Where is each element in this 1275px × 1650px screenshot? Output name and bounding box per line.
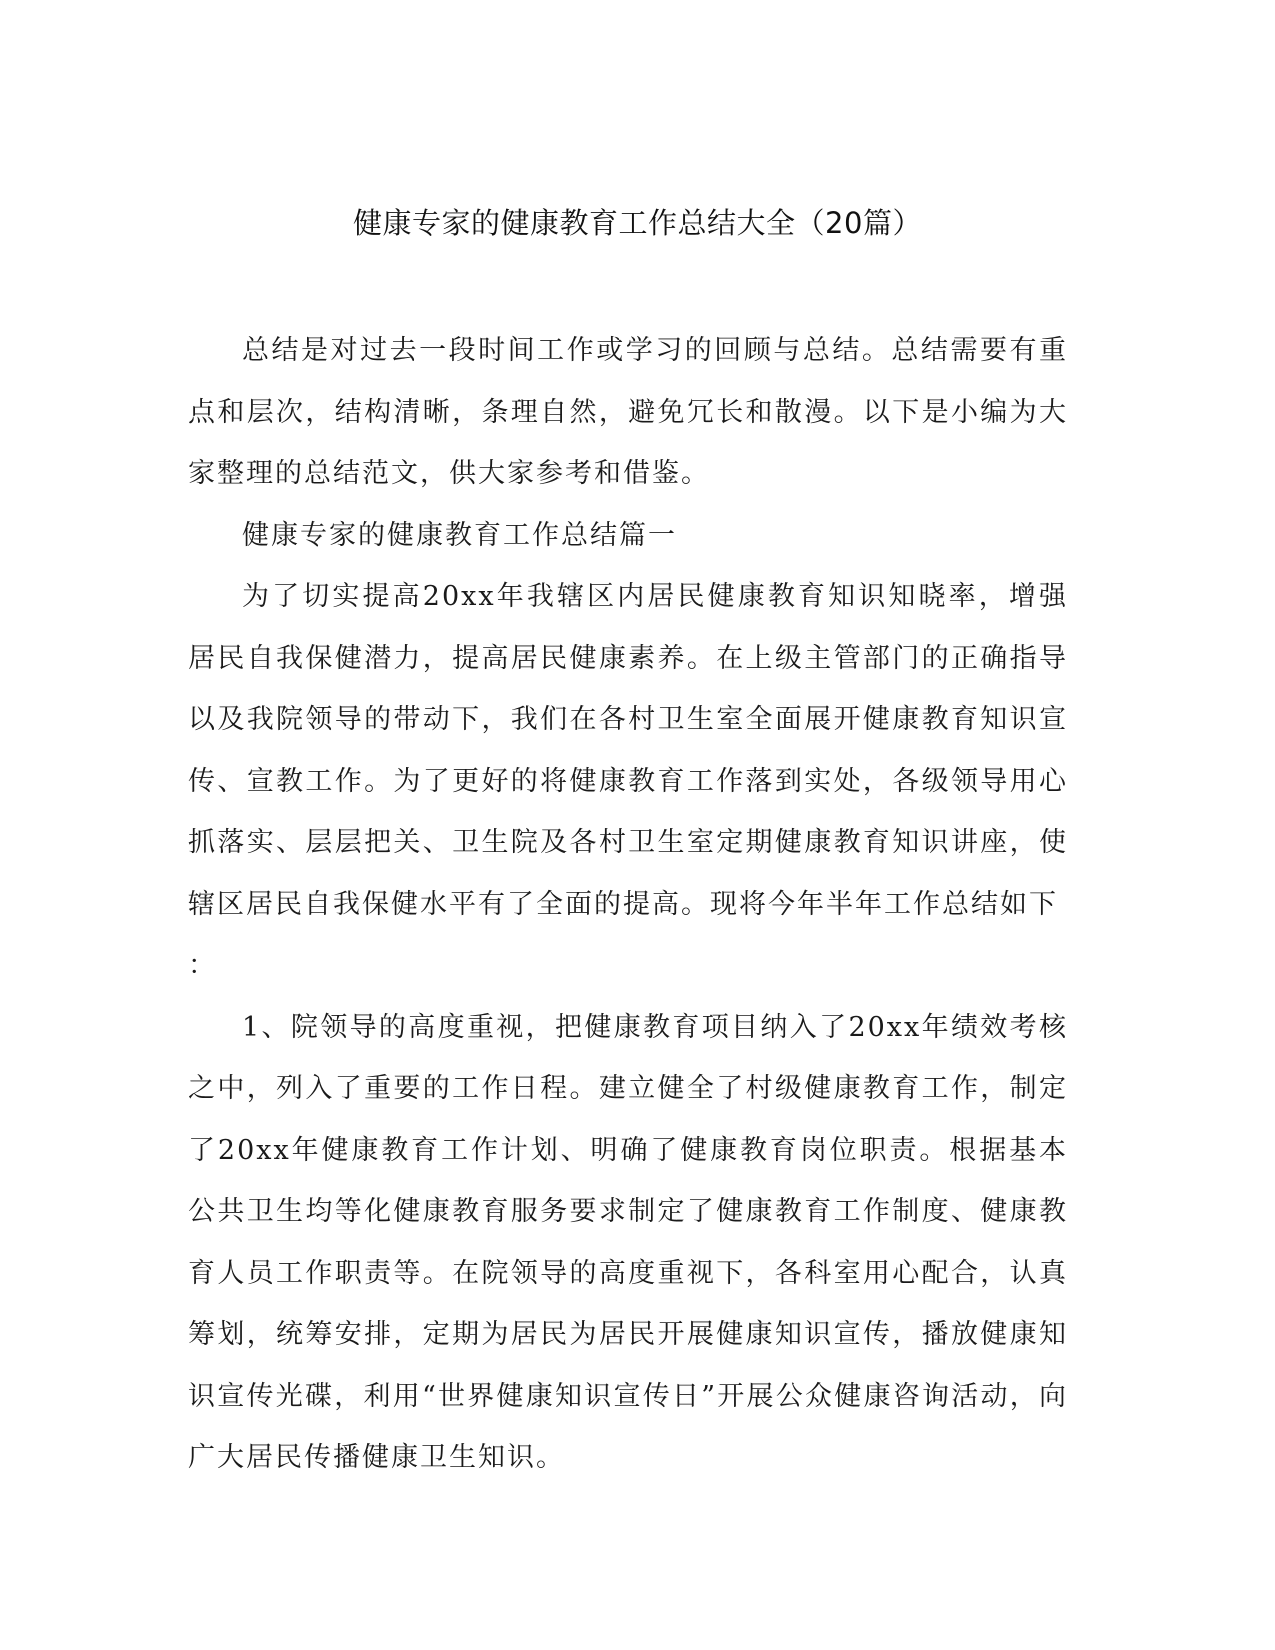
body-paragraph: 1、院领导的高度重视，把健康教育项目纳入了20xx年绩效考核之中，列入了重要的工作日程。建立健全了村级健康教育工作，制定了20xx年健康教育工作计划、明确了健康教育岗位职责。根据基本公共卫生均等化健康教育服务要求制定了健康教育工作制度、健康教育人员工作职责等。在院领导的高度重视下，各科室用心配合，认真筹划，统筹安排，定期为居民为居民开展健康知识宣传，播放健康知识宣传光碟，利用“世界健康知识宣传日”开展公众健康咨询活动，向广大居民传播健康卫生知识。	[188, 1011, 1068, 1473]
section-heading: 健康专家的健康教育工作总结篇一	[242, 519, 677, 551]
document-title: 健康专家的健康教育工作总结大全（20篇）	[353, 206, 922, 240]
intro-paragraph: 总结是对过去一段时间工作或学习的回顾与总结。总结需要有重点和层次，结构清晰，条理自然，避免冗长和散漫。以下是小编为大家整理的总结范文，供大家参考和借鉴。	[188, 335, 1068, 489]
document-body	[188, 320, 1068, 1489]
body-paragraph: 为了切实提高20xx年我辖区内居民健康教育知识知晓率，增强居民自我保健潜力，提高居民健康素养。在上级主管部门的正确指导以及我院领导的带动下，我们在各村卫生室全面展开健康教育知识宣传、宣教工作。为了更好的将健康教育工作落到实处，各级领导用心抓落实、层层把关、卫生院及各村卫生室定期健康教育知识讲座，使辖区居民自我保健水平有了全面的提高。现将今年半年工作总结如下	[188, 581, 1068, 920]
colon-line: ：	[188, 950, 217, 981]
